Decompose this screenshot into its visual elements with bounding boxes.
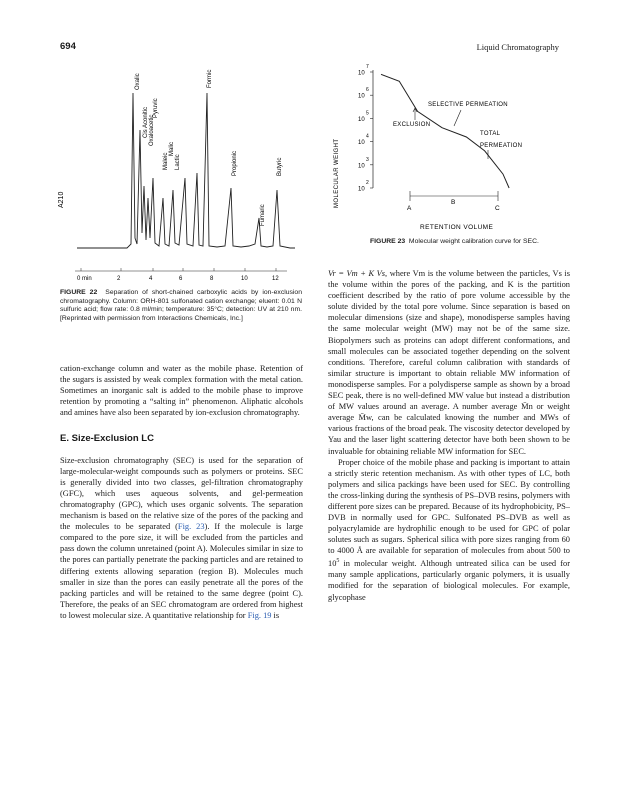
- fig23-xmark-b: B: [451, 199, 456, 206]
- fig23-ytick-exp: 7: [366, 64, 369, 70]
- left-para-2-a: Size-exclusion chromatography (SEC) is used for the separation of large-molecular-weight compounds such as polymers or proteins. SEC is generally divided into two classes, gel-filtration chromatography (GFC), which uses aqueous solvents, and gel-permeation chromatography (GPC), which uses organic solvents. The separation mechanism is based on the relative size of the pores of the packing and the molecules to be separated (: [60, 455, 303, 532]
- fig23-arrow-selective: [454, 110, 461, 126]
- left-para-1: cation-exchange column and water as the mobile phase. Retention of the sugars is assisted by weak complex formation with the metal cation. Sometimes an inorganic salt is added to the mobile phase to improve retention by promoting a “salting in” phenomenon. Aliphatic alcohols and amines have also been separated by ion-exclusion chromatography.: [60, 364, 303, 418]
- fig23-annotation-permeation: PERMEATION: [480, 143, 523, 149]
- fig22-peak-label: Formic: [207, 69, 213, 88]
- fig22-xtick-label: 2: [117, 276, 121, 282]
- figure-22-caption: [60, 289, 302, 323]
- fig22-xtick-label: 6: [179, 276, 183, 282]
- fig22-peak-label: Fumaric: [260, 204, 266, 226]
- fig23-annotation-selective: SELECTIVE PERMEATION: [428, 102, 508, 108]
- fig23-ytick-base: 10: [358, 140, 365, 147]
- figure-22-chromatogram: [55, 58, 305, 288]
- fig22-peak-label: Malic: [169, 141, 175, 156]
- fig23-ytick-base: 10: [358, 70, 365, 77]
- retention-formula: Vr = Vm + K Vs: [328, 269, 386, 278]
- fig22-peak-label: Butyric: [277, 157, 283, 176]
- fig23-ytick-base: 10: [358, 116, 365, 123]
- fig22-peak-label: Oxaloacetic: [149, 114, 155, 146]
- fig23-ytick-base: 10: [358, 93, 365, 100]
- right-para-2: [328, 457, 570, 603]
- left-para-2-b: ). If the molecule is large compared to the pore size, it will be excluded from the particles and pass down the column unretained (point A). Molecules similar in size to the pores can partially penetrate the packing particles and are retained to differing extents allowing separation (region B). Molecules much smaller in size than the pores can easily penetrate all the pores of the packing particles and will be retained to the same degree (point C). Therefore, the peaks of an SEC chromatogram are ordered from highest to lowest molecular size. A quantitative relationship for: [60, 522, 303, 620]
- figure-22-caption-label: FIGURE 22: [60, 289, 98, 296]
- figure-23-caption-label: FIGURE 23: [370, 238, 406, 245]
- fig23-annotation-exclusion: EXCLUSION: [393, 122, 431, 128]
- fig23-ytick-base: 10: [358, 163, 365, 170]
- fig22-xtick-label: 12: [272, 276, 279, 282]
- right-para-1: [328, 268, 570, 457]
- fig22-xtick-label: 10: [241, 276, 248, 282]
- right-para-2-sup: 5: [336, 558, 340, 565]
- fig22-peak-label: Propionic: [232, 150, 238, 176]
- fig23-ylabel: MOLECULAR WEIGHT: [334, 138, 340, 208]
- fig22-xtick-label: 0 min: [77, 276, 92, 282]
- fig22-peak-label: Maleic: [163, 152, 169, 170]
- figure-23-caption-text: Molecular weight calibration curve for SEC.: [408, 238, 539, 245]
- fig22-ylabel: A210: [58, 191, 65, 208]
- fig22-peak-label: Lactic: [175, 154, 181, 170]
- fig22-xtick-label: 8: [210, 276, 214, 282]
- section-title: E. Size-Exclusion LC: [60, 433, 154, 445]
- fig23-ytick-exp: 3: [366, 156, 369, 163]
- fig22-peak-label: Cis Aconitic: [143, 106, 149, 138]
- fig23-ytick-exp: 4: [366, 133, 369, 140]
- fig23-xmark-a: A: [407, 205, 412, 212]
- fig22-peak-label: Oxalic: [135, 73, 141, 90]
- running-title: Liquid Chromatography: [476, 42, 559, 52]
- fig23-xmark-c: C: [495, 205, 500, 212]
- fig23-ytick-exp: 5: [366, 110, 369, 117]
- fig22-xtick-label: 4: [149, 276, 153, 282]
- fig19-link[interactable]: Fig. 19: [247, 610, 272, 620]
- left-para-2: [60, 455, 303, 621]
- right-column: [328, 268, 570, 603]
- fig23-ytick-base: 10: [358, 186, 365, 193]
- fig23-ytick-exp: 2: [366, 180, 369, 186]
- right-para-1-text: , where Vm is the volume between the particles, Vs is the volume within the pores of the packing, and K is the partition coefficient described by the ratio of pore volume accessible by the solute divided by the total pore volume. Since separation is based on molecular dimensions (size and shape), monodisperse samples having the same molecular weight (MW) may not be of the same size. Biopolymers such as proteins can adopt different conformations, and small molecules can be associated together depending on the solvent conditions. Therefore, careful column calibration with standards of similar structure is important to obtain reliable MW information of monodisperse samples. For a polydisperse sample as shown by a broad SEC peak, there is no well-defined MW value but instead a distribution of MW values around an average. A number average M̄n or weight average M̄w, can be calculated knowing the number and MWs of various fractions of the broad peak. The viscosity detector developed by Yau and the laser light scattering detector have both been shown to be invaluable for obtaining reliable MW information for SEC.: [328, 269, 570, 456]
- figure-23-chart: [318, 58, 563, 240]
- fig23-link[interactable]: Fig. 23: [177, 522, 205, 532]
- left-para-2-c: is: [271, 610, 280, 620]
- fig23-xlabel: RETENTION VOLUME: [420, 224, 494, 231]
- page-number: 694: [60, 41, 76, 52]
- fig22-peak-label: Pyruvic: [153, 98, 159, 118]
- left-column: [60, 363, 303, 621]
- figure-22-caption-text: Separation of short-chained carboxylic acids by ion-exclusion chromatography. Column: ORH-801 sulfonated cation exchange; eluent: 0.01 N sulfuric acid; flow rate: 0.8 ml/min; temperature: 35°C; detection: UV at 210 nm. [Reprinted with permission from Interactions Chemicals, Inc.]: [60, 289, 302, 322]
- right-para-2-b: in molecular weight. Although untreated silica can be used for many sample applications, particularly organic polymers, it is usually modified for the separation of biological molecules. For example, glycophase: [328, 559, 570, 602]
- fig23-ytick-exp: 6: [366, 87, 369, 94]
- figure-23-caption: [370, 238, 570, 247]
- right-para-2-a: Proper choice of the mobile phase and packing is important to attain a strictly steric retention mechanism. As with other types of LC, both polymers and silica packings have been used for SEC. By controlling the cross-linking during the synthesis of PS–DVB resins, polymers with different pore sizes can be prepared. Because of its hydrophobicity, PS–DVB in normally used for GPC. Sulfonated PS–DVB as well as polyacrylamide are hydrophilic enough to be used for GPC of polar solutes such as sugars. Spherical silica with pore sizes ranging from 60 to 4000 Å are available for separation of molecules from about 500 to 10: [328, 457, 570, 569]
- fig23-annotation-total: TOTAL: [480, 131, 501, 137]
